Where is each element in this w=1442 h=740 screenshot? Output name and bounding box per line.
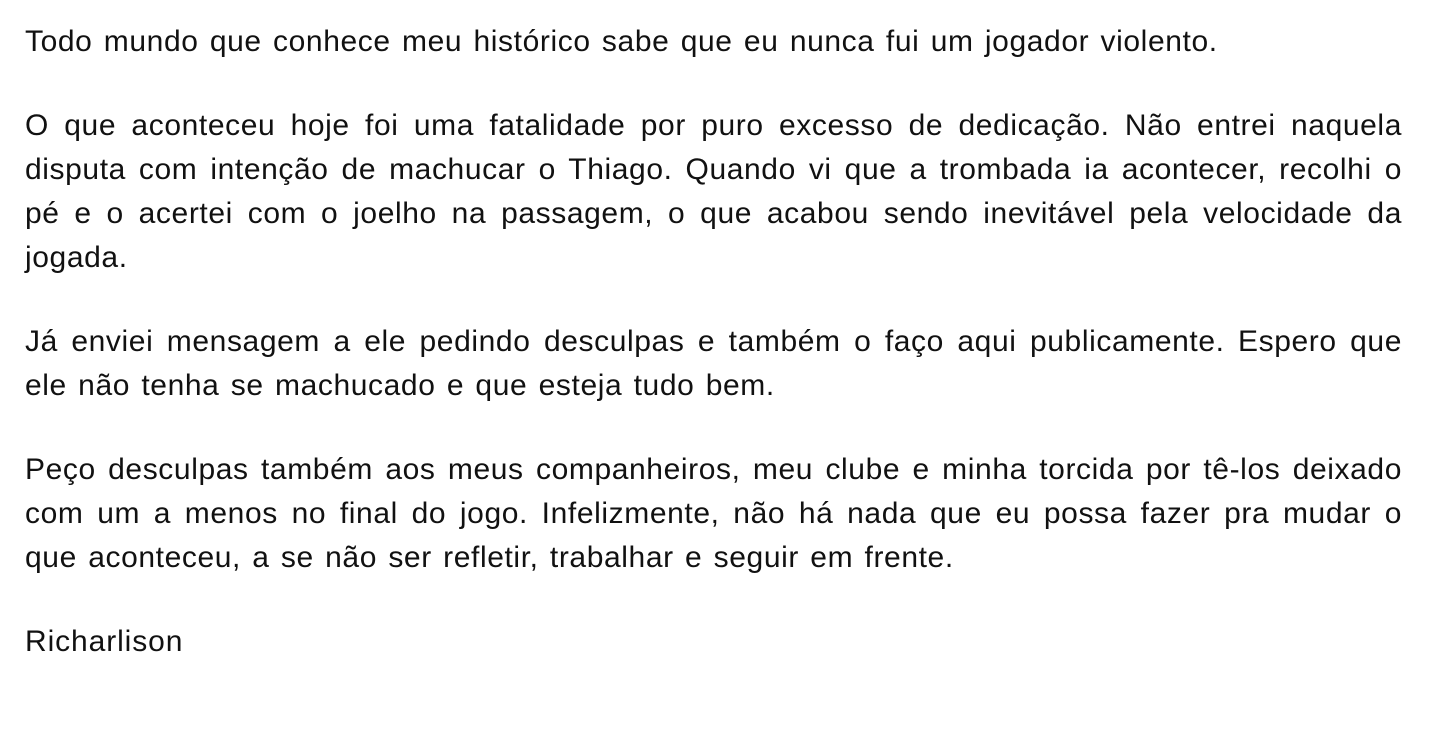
statement-paragraph-1: Todo mundo que conhece meu histórico sabe que eu nunca fui um jogador violento. [25, 25, 1218, 58]
statement-paragraph-4: Peço desculpas também aos meus companheiros, meu clube e minha torcida por tê-los deixado com um a menos no final do jogo. Infelizmente, não há nada que eu possa fazer pra mudar o que aconteceu, a se não ser refletir, trabalhar e seguir em frente. [25, 453, 1402, 574]
statement-paragraph-3: Já enviei mensagem a ele pedindo desculpas e também o faço aqui publicamente. Espero que ele não tenha se machucado e que esteja tudo bem. [25, 325, 1402, 402]
statement-paragraph-2: O que aconteceu hoje foi uma fatalidade por puro excesso de dedicação. Não entrei naquela disputa com intenção de machucar o Thiago. Quando vi que a trombada ia acontecer, recolhi o pé e o acertei com o joelho na passagem, o que acabou sendo inevitável pela velocidade da jogada. [25, 109, 1402, 274]
signature: Richarlison [25, 625, 184, 658]
